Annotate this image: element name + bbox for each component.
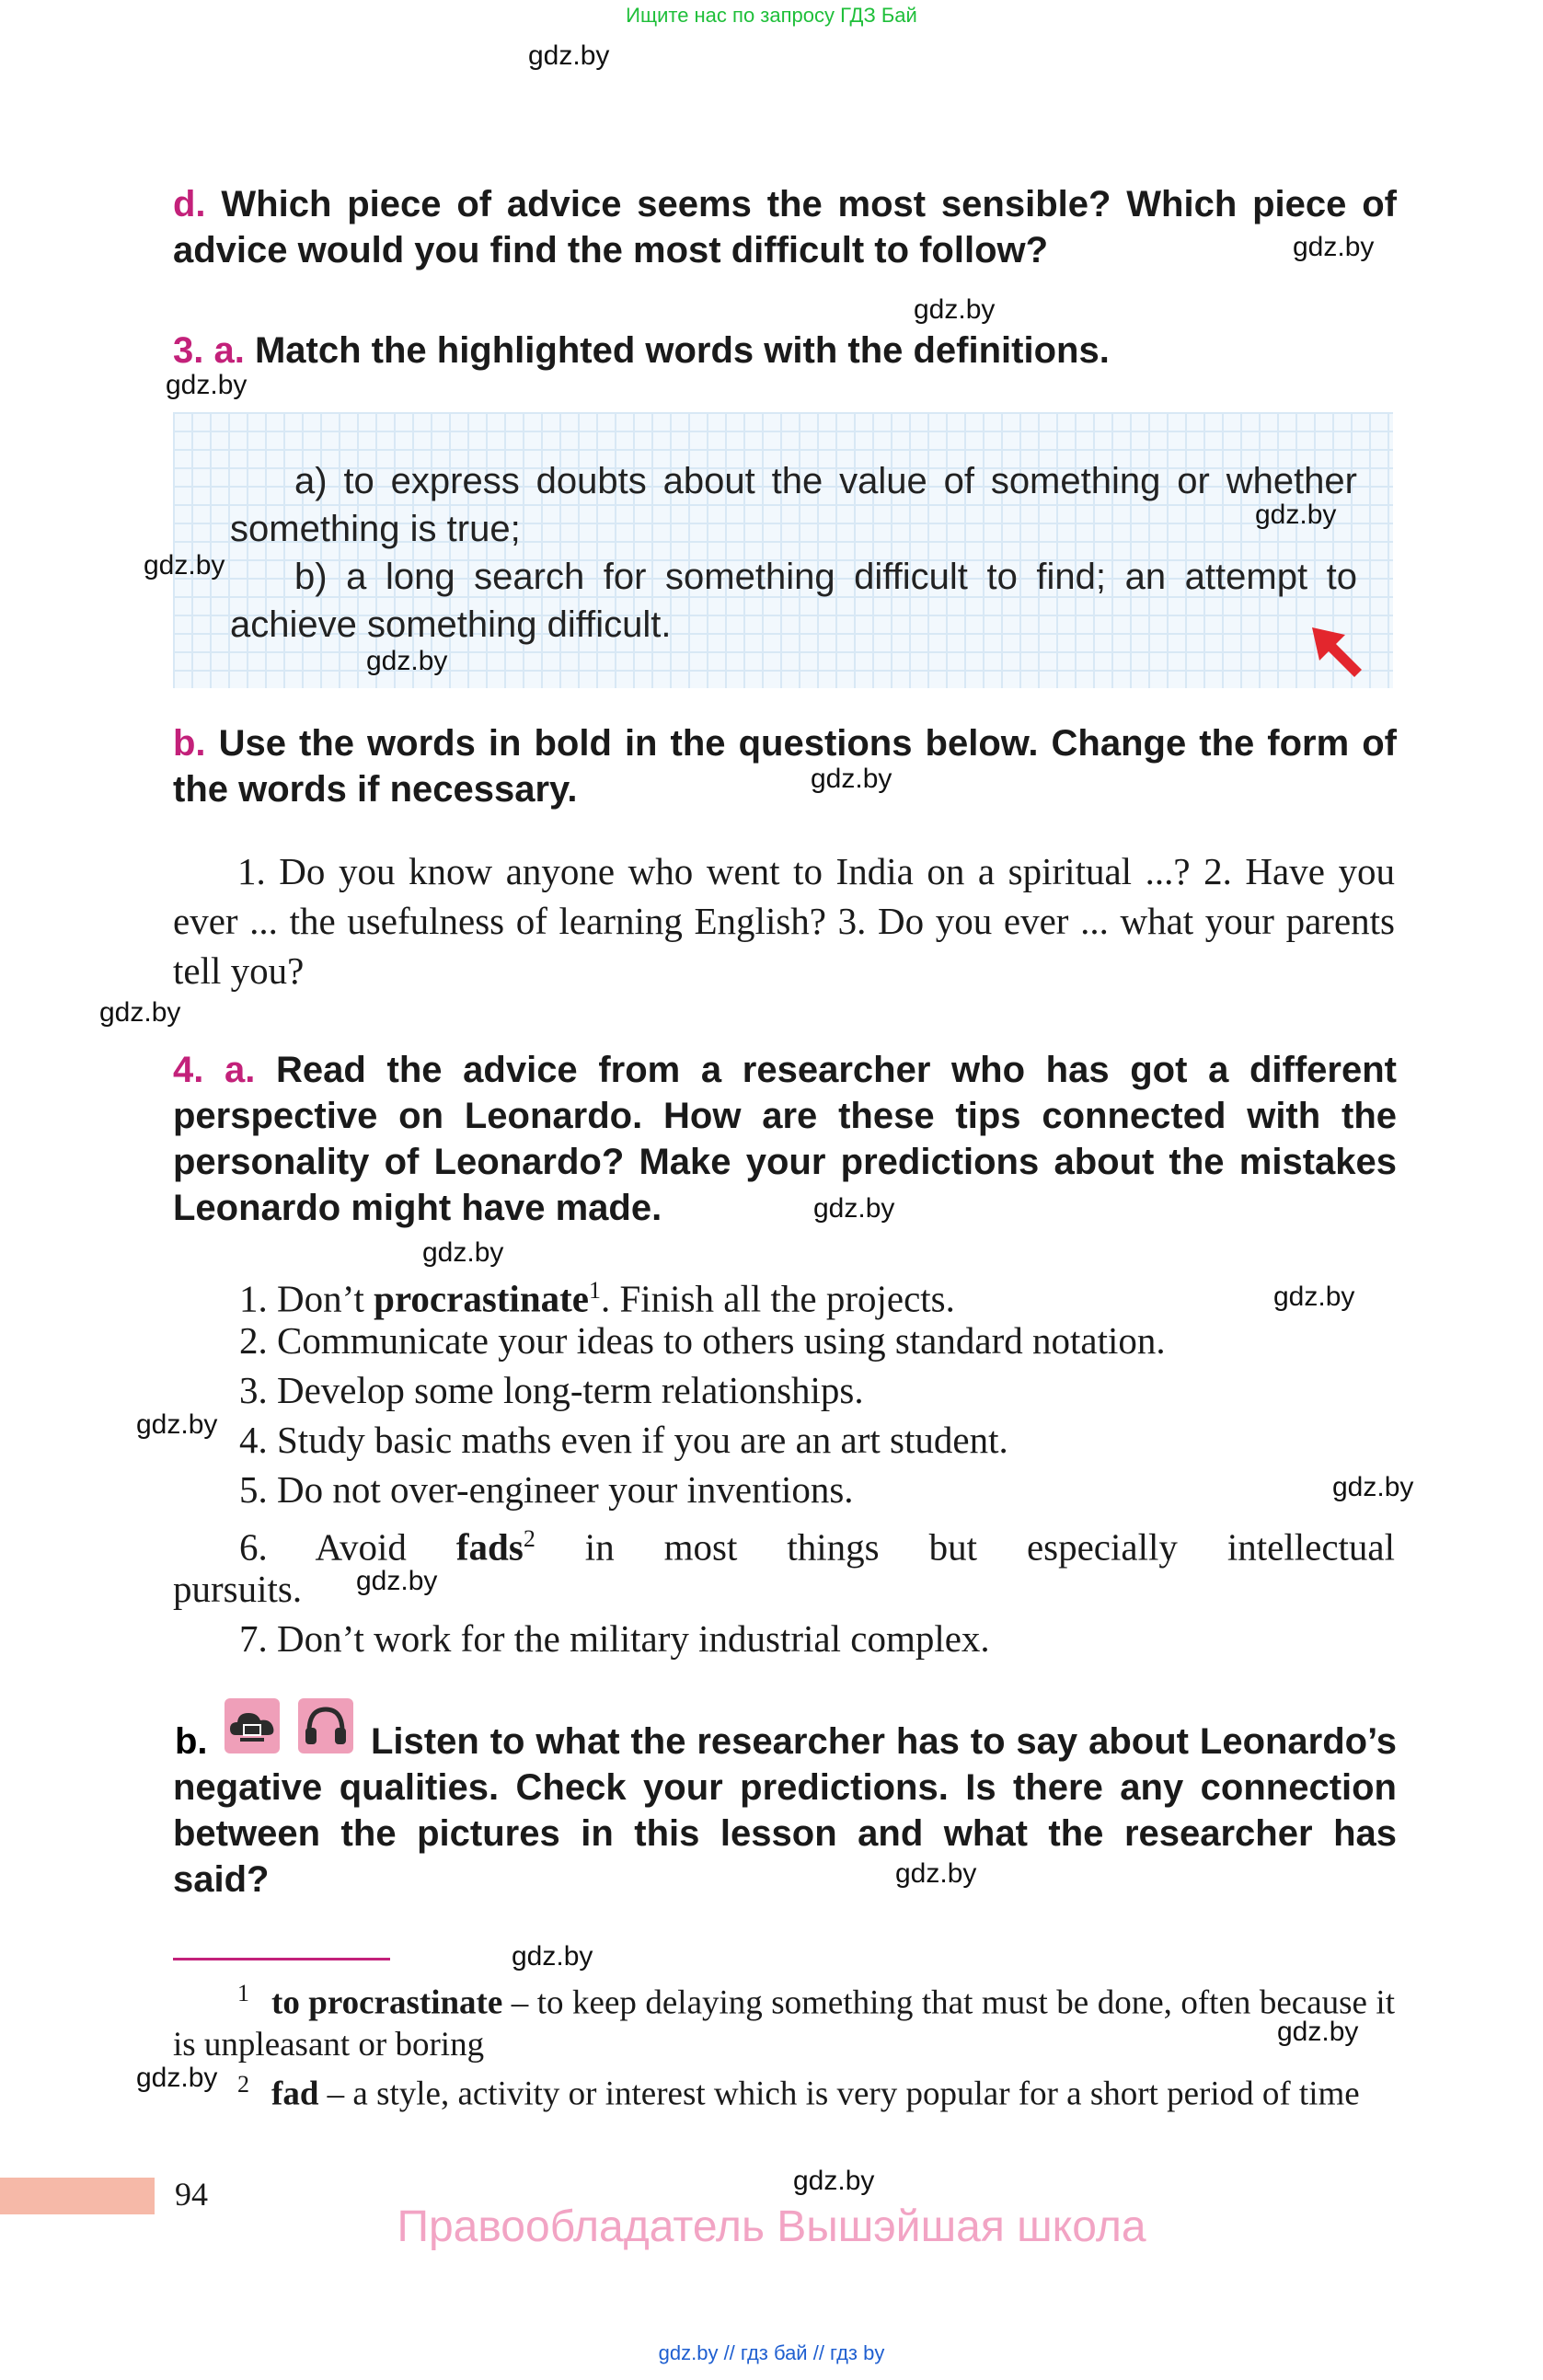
task-text: Read the advice from a researcher who has got a different perspective on Leonardo. How are these tips connected with the personality of Leonardo? Make your predictions about the mistakes Leonardo might have made. <box>173 1050 1397 1228</box>
footer-links[interactable]: gdz.by // гдз бай // гдз by <box>658 2341 885 2364</box>
watermark: gdz.by <box>356 1566 438 1596</box>
tip-2: 2. Communicate your ideas to others using standard notation. <box>239 1319 1166 1362</box>
tip-3: 3. Develop some long-term relationships. <box>239 1369 864 1411</box>
task-text: Which piece of advice seems the most sensible? Which piece of advice would you find the most difficult to follow? <box>173 184 1397 270</box>
tip-6-continued: pursuits. <box>173 1568 303 1610</box>
tip-7: 7. Don’t work for the military industrial complex. <box>239 1617 990 1660</box>
definitions-list <box>230 457 1357 649</box>
task-number: 3. <box>173 330 204 371</box>
red-arrow-icon <box>1308 624 1365 681</box>
watermark: gdz.by <box>99 997 181 1028</box>
task-marker: b. <box>175 1721 208 1762</box>
tip-5: 5. Do not over-engineer your inventions. <box>239 1468 854 1511</box>
footnote-divider <box>173 1958 390 1960</box>
footnote-2 <box>173 2064 1395 2115</box>
footnote-number: 1 <box>237 1980 249 2006</box>
bold-word: procrastinate <box>374 1277 589 1320</box>
watermark: gdz.by <box>136 2063 218 2093</box>
watermark: gdz.by <box>914 294 996 325</box>
task-text: Use the words in bold in the questions below. Change the form of the words if necessary. <box>173 723 1397 810</box>
tip-6: 6. Avoid fads$^2$ in most things but especially intellectual <box>239 1525 1395 1569</box>
watermark: gdz.by <box>1332 1472 1414 1502</box>
watermark: gdz.by <box>1277 2017 1359 2047</box>
questions-3b: 1. Do you know anyone who went to India on a spiritual ...? 2. Have you ever ... the usefulness of learning English? 3. Do you ever ... what your parents tell you? <box>173 850 1395 992</box>
task-marker: d. <box>173 184 206 224</box>
page-number: 94 <box>175 2176 208 2213</box>
watermark: gdz.by <box>166 370 248 400</box>
definition-a: a) to express doubts about the value of something or whether something is true; <box>230 461 1357 549</box>
footnote-ref: 1 <box>588 1277 601 1304</box>
task-marker: a. <box>213 330 245 371</box>
rights-holder: Правообладатель Вышэйшая школа <box>397 2202 1146 2251</box>
watermark: gdz.by <box>136 1409 218 1440</box>
watermark: gdz.by <box>1255 500 1337 530</box>
task-marker: b. <box>173 723 206 764</box>
task-number: 4. <box>173 1050 204 1090</box>
footnote-definition: – to keep delaying something that must be done, often because it is unpleasant or boring <box>173 1983 1395 2064</box>
task-text: Match the highlighted words with the definitions. <box>254 330 1110 371</box>
task-3a <box>173 328 1397 374</box>
bold-word: fads <box>455 1525 524 1569</box>
footnote-term: fad <box>271 2075 319 2113</box>
watermark: gdz.by <box>895 1858 977 1889</box>
footnote-definition: – a style, activity or interest which is very popular for a short period of time <box>318 2075 1360 2113</box>
footnote-number: 2 <box>237 2071 249 2098</box>
task-2d <box>173 181 1397 273</box>
watermark: gdz.by <box>528 40 610 71</box>
watermark: gdz.by <box>811 764 892 794</box>
top-banner: Ищите нас по запросу ГДЗ Бай <box>626 4 917 27</box>
task-marker: a. <box>225 1050 256 1090</box>
footnote-term: to procrastinate <box>271 1983 503 2022</box>
watermark: gdz.by <box>512 1941 593 1972</box>
watermark: gdz.by <box>1293 232 1375 262</box>
tip-4: 4. Study basic maths even if you are an art student. <box>239 1419 1008 1461</box>
watermark: gdz.by <box>422 1237 504 1268</box>
watermark: gdz.by <box>144 550 225 581</box>
task-4a <box>173 1047 1397 1231</box>
watermark: gdz.by <box>366 646 448 676</box>
footnote-1 <box>173 1972 1395 2066</box>
definition-b: b) a long search for something difficult to find; an attempt to achieve something difficult. <box>230 557 1357 645</box>
watermark: gdz.by <box>813 1193 895 1224</box>
watermark: gdz.by <box>1273 1282 1355 1312</box>
watermark: gdz.by <box>793 2166 875 2196</box>
tip-1: 1. Don’t procrastinate$^1$. Finish all the projects. <box>239 1277 955 1320</box>
task-3b <box>173 720 1397 812</box>
footnote-ref: 2 <box>523 1525 535 1552</box>
task-4b: Listen to what the researcher has to say about Leonardo’s negative qualities. Check your predictions. Is there any connection between the pictures in this lesson and what the researcher has said? <box>173 1721 1397 1900</box>
